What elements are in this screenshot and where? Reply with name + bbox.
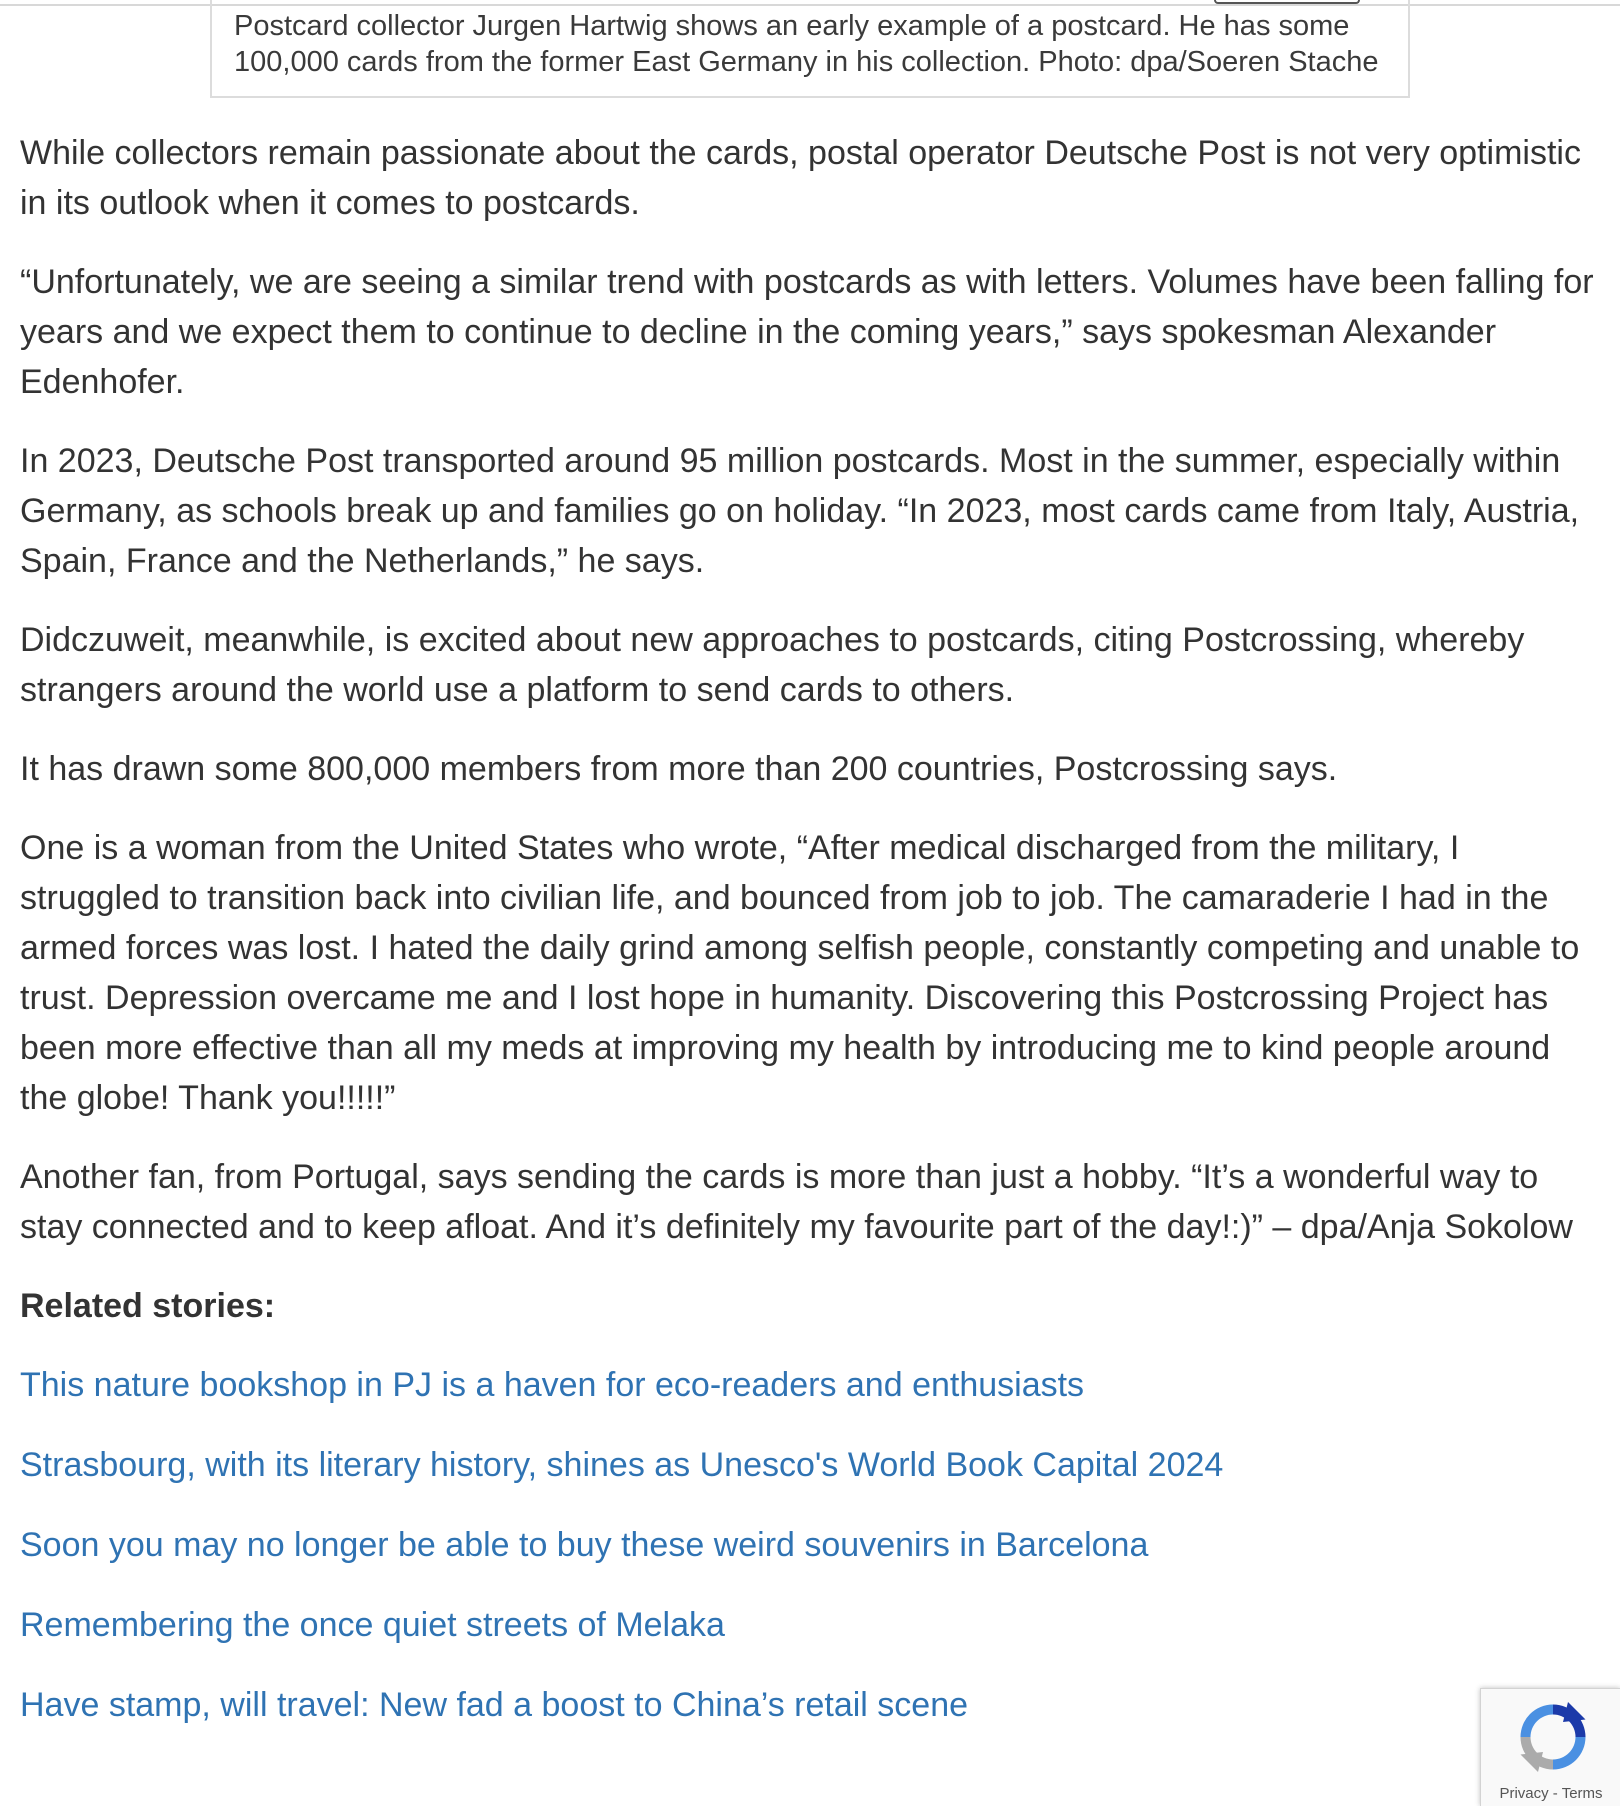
related-stories-heading: Related stories: — [20, 1287, 276, 1325]
related-story-link[interactable]: Soon you may no longer be able to buy these weird souvenirs in Barcelona — [20, 1526, 1149, 1564]
related-story-link[interactable]: Remembering the once quiet streets of Melaka — [20, 1606, 725, 1644]
terms-link[interactable]: Terms — [1561, 1785, 1603, 1802]
article-paragraph: While collectors remain passionate about the cards, postal operator Deutsche Post is not very optimistic in its outlook when it comes to postcards. — [20, 134, 1581, 222]
link-separator: - — [1548, 1785, 1562, 1802]
recaptcha-links — [1481, 1785, 1620, 1802]
article-paragraph: In 2023, Deutsche Post transported around 95 million postcards. Most in the summer, especially within Germany, as schools break up and families go on holiday. “In 2023, most cards came from Italy, Austria, Spain, France and the Netherlands,” he says. — [20, 442, 1580, 580]
article-paragraph: It has drawn some 800,000 members from more than 200 countries, Postcrossing says. — [20, 750, 1338, 788]
related-story-link[interactable]: Strasbourg, with its literary history, shines as Unesco's World Book Capital 2024 — [20, 1446, 1224, 1484]
article-paragraph: Didczuweit, meanwhile, is excited about new approaches to postcards, citing Postcrossing, whereby strangers around the world use a platform to send cards to others. — [20, 621, 1525, 709]
related-story-link[interactable]: Have stamp, will travel: New fad a boost to China’s retail scene — [20, 1686, 969, 1724]
caption-line-2: 100,000 cards from the former East Germany in his collection. Photo: dpa/Soeren Stache — [234, 46, 1379, 78]
photo-caption — [210, 0, 1410, 98]
article-paragraph: Another fan, from Portugal, says sending the cards is more than just a hobby. “It’s a wonderful way to stay connected and to keep afloat. And it’s definitely my favourite part of the day!:)” – dpa/Anja Sokolow — [20, 1158, 1573, 1246]
article-paragraph: One is a woman from the United States who wrote, “After medical discharged from the military, I struggled to transition back into civilian life, and bounced from job to job. The camaraderie I had in the armed forces was lost. I hated the daily grind among selfish people, constantly competing and unable to trust. Depression overcame me and I lost hope in humanity. Discovering this Postcrossing Project has been more effective than all my meds at improving my health by introducing me to kind people around the globe! Thank you!!!!!” — [20, 829, 1580, 1117]
recaptcha-icon — [1513, 1697, 1593, 1777]
related-story-link[interactable]: This nature bookshop in PJ is a haven for eco-readers and enthusiasts — [20, 1366, 1085, 1404]
article-body — [20, 128, 1595, 1760]
caption-line-1: Postcard collector Jurgen Hartwig shows an early example of a postcard. He has some — [234, 10, 1350, 42]
article-paragraph: “Unfortunately, we are seeing a similar trend with postcards as with letters. Volumes have been falling for years and we expect them to continue to decline in the coming years,” says spokesman Alexander Edenhofer. — [20, 263, 1594, 401]
privacy-link[interactable]: Privacy — [1499, 1785, 1549, 1802]
recaptcha-badge[interactable] — [1480, 1688, 1620, 1806]
